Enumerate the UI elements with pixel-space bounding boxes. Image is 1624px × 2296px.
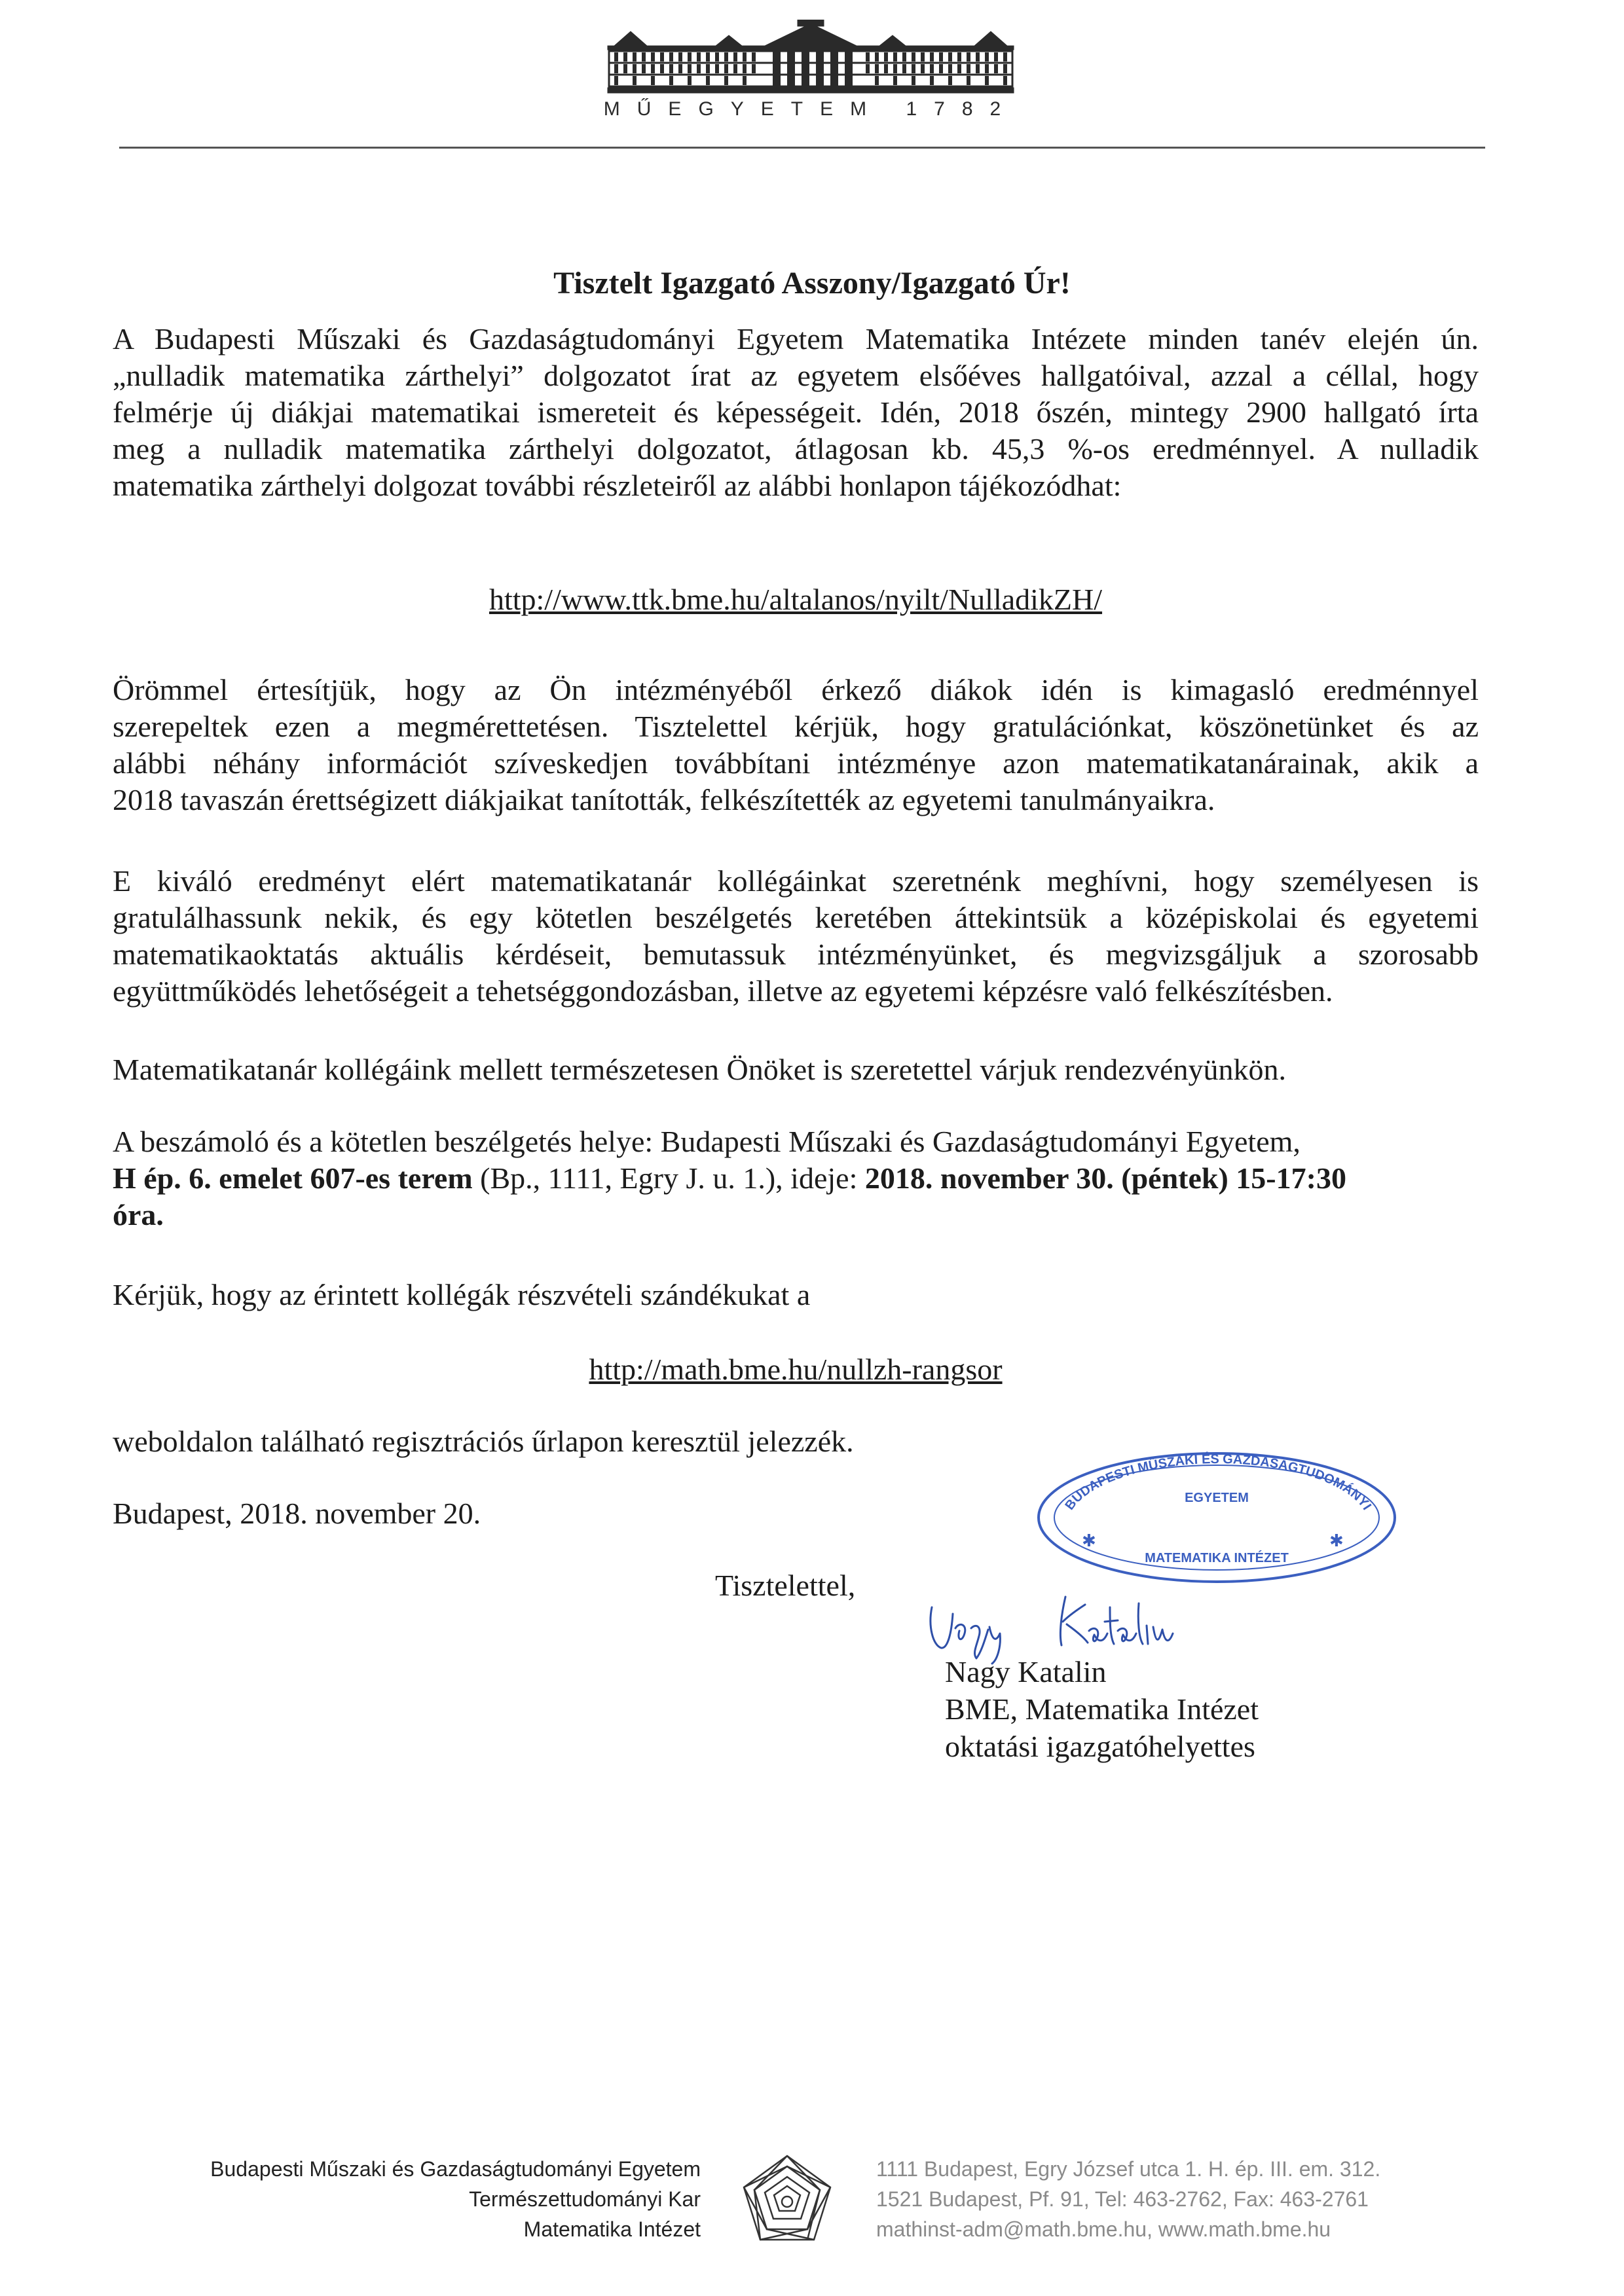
text-line: matematika zárthelyi dolgozat további részleteiről az alábbi honlapon tájékozódhat:	[113, 469, 1122, 502]
paragraph-results	[113, 672, 1479, 782]
text-line: A beszámoló és a kötetlen beszélgetés helye: Budapesti Műszaki és Gazdaságtudományi Egyetem,	[113, 1125, 1301, 1158]
muegyetem-logo	[601, 20, 1020, 97]
footer-phone: 1521 Budapest, Pf. 91, Tel: 463-2762, Fax: 463-2761	[876, 2187, 1369, 2211]
header-divider	[119, 147, 1485, 149]
time-suffix: óra.	[113, 1198, 164, 1231]
text-line: Kérjük, hogy az érintett kollégák részvételi szándékukat a	[113, 1278, 811, 1311]
footer-institution	[157, 2154, 701, 2244]
salutation: Tisztelt Igazgató Asszony/Igazgató Úr!	[553, 266, 1071, 301]
location-line	[113, 1160, 1479, 1197]
footer-contact	[876, 2154, 1479, 2244]
institute-logo-icon	[739, 2152, 836, 2249]
svg-text:✱: ✱	[1082, 1531, 1096, 1551]
registration-link[interactable]: http://math.bme.hu/nullzh-rangsor	[589, 1353, 1003, 1386]
footer-email-web: mathinst-adm@math.bme.hu, www.math.bme.hu	[876, 2217, 1331, 2241]
footer-address: 1111 Budapest, Egry József utca 1. H. ép. III. em. 312.	[876, 2157, 1381, 2181]
svg-text:BUDAPESTI MŰSZAKI ÉS GAZDASÁGT: BUDAPESTI MŰSZAKI ÉS GAZDASÁGTUDOMÁNYI	[1062, 1451, 1374, 1513]
date-bold: 2018. november 30. (péntek) 15-17:30	[864, 1161, 1346, 1195]
text-line: szerepeltek ezen a megmérettetésen. Tisztelettel kérjük, hogy gratulációnkat, köszönetünket és az	[113, 710, 1479, 743]
text-line: együttműködés lehetőségeit a tehetséggondozásban, illetve az egyetemi képzésre való felkészítésben.	[113, 974, 1333, 1008]
text-line: matematikaoktatás aktuális kérdéseit, bemutassuk intézményünket, és megvizsgáljuk a szorosabb	[113, 938, 1479, 971]
text-line: 2018 tavaszán érettségizett diákjaikat tanították, felkészítették az egyetemi tanulmányaikra.	[113, 783, 1215, 816]
closing: Tisztelettel,	[715, 1569, 856, 1602]
text-line: gratulálhassunk nekik, és egy kötetlen beszélgetés keretében áttekintsük a középiskolai és egyetemi	[113, 901, 1479, 934]
address-text: (Bp., 1111, Egry J. u. 1.), ideje:	[472, 1161, 865, 1195]
registration-link-wrap	[113, 1351, 1479, 1388]
paragraph-location	[113, 1123, 1479, 1233]
text-line: Matematikatanár kollégáink mellett természetesen Önöket is szeretettel várjuk rendezvényünkön.	[113, 1053, 1287, 1086]
paragraph-registration	[113, 1277, 1479, 1313]
nulladik-zh-link[interactable]: http://www.ttk.bme.hu/altalanos/nyilt/NulladikZH/	[489, 583, 1103, 616]
paragraph-intro	[113, 321, 1479, 467]
footer-university: Budapesti Műszaki és Gazdaságtudományi Egyetem	[210, 2157, 701, 2181]
nulladik-zh-link-wrap	[113, 581, 1479, 618]
place-date-text: Budapest, 2018. november 20.	[113, 1497, 481, 1530]
text-line: Örömmel értesítjük, hogy az Ön intézményéből érkező diákok idén is kimagasló eredménnyel	[113, 673, 1479, 706]
paragraph-results-last	[113, 782, 1479, 818]
text-line: meg a nulladik matematika zárthelyi dolgozatot, átlagosan kb. 45,3 %-os eredménnyel. A nulladik	[113, 432, 1479, 465]
svg-text:MATEMATIKA INTÉZET: MATEMATIKA INTÉZET	[1145, 1551, 1289, 1565]
svg-text:EGYETEM: EGYETEM	[1185, 1491, 1249, 1505]
footer-institute: Matematika Intézet	[523, 2217, 701, 2241]
location-bold: H ép. 6. emelet 607-es terem	[113, 1161, 473, 1195]
svg-text:✱: ✱	[1329, 1531, 1344, 1551]
signer-title: oktatási igazgatóhelyettes	[945, 1730, 1255, 1763]
text-line: alábbi néhány információt szíveskedjen továbbítani intézménye azon matematikatanárainak, akik a	[113, 746, 1479, 780]
signer-org: BME, Matematika Intézet	[945, 1692, 1259, 1726]
text-line: A Budapesti Műszaki és Gazdaságtudományi Egyetem Matematika Intézete minden tanév elején ún.	[113, 322, 1479, 355]
logo-caption: MŰEGYETEM 1782	[603, 98, 1018, 120]
footer-faculty: Természettudományi Kar	[469, 2187, 701, 2211]
paragraph-invitation-last	[113, 973, 1479, 1010]
paragraph-intro-last	[113, 467, 1479, 504]
text-line: „nulladik matematika zárthelyi” dolgozatot írat az egyetem elsőéves hallgatóival, azzal a céllal, hogy	[113, 359, 1479, 392]
paragraph-welcome	[113, 1051, 1479, 1088]
signer-name: Nagy Katalin	[945, 1655, 1107, 1688]
paragraph-invitation	[113, 863, 1479, 973]
institute-stamp	[1028, 1447, 1401, 1588]
signer-block	[945, 1653, 1259, 1765]
text-line: weboldalon található regisztrációs űrlapon keresztül jelezzék.	[113, 1425, 854, 1458]
text-line: E kiváló eredményt elért matematikatanár kollégáinkat szeretnénk meghívni, hogy személyesen is	[113, 864, 1479, 898]
text-line: felmérje új diákjai matematikai ismereteit és képességeit. Idén, 2018 őszén, mintegy 2900 hallgató írta	[113, 395, 1479, 429]
